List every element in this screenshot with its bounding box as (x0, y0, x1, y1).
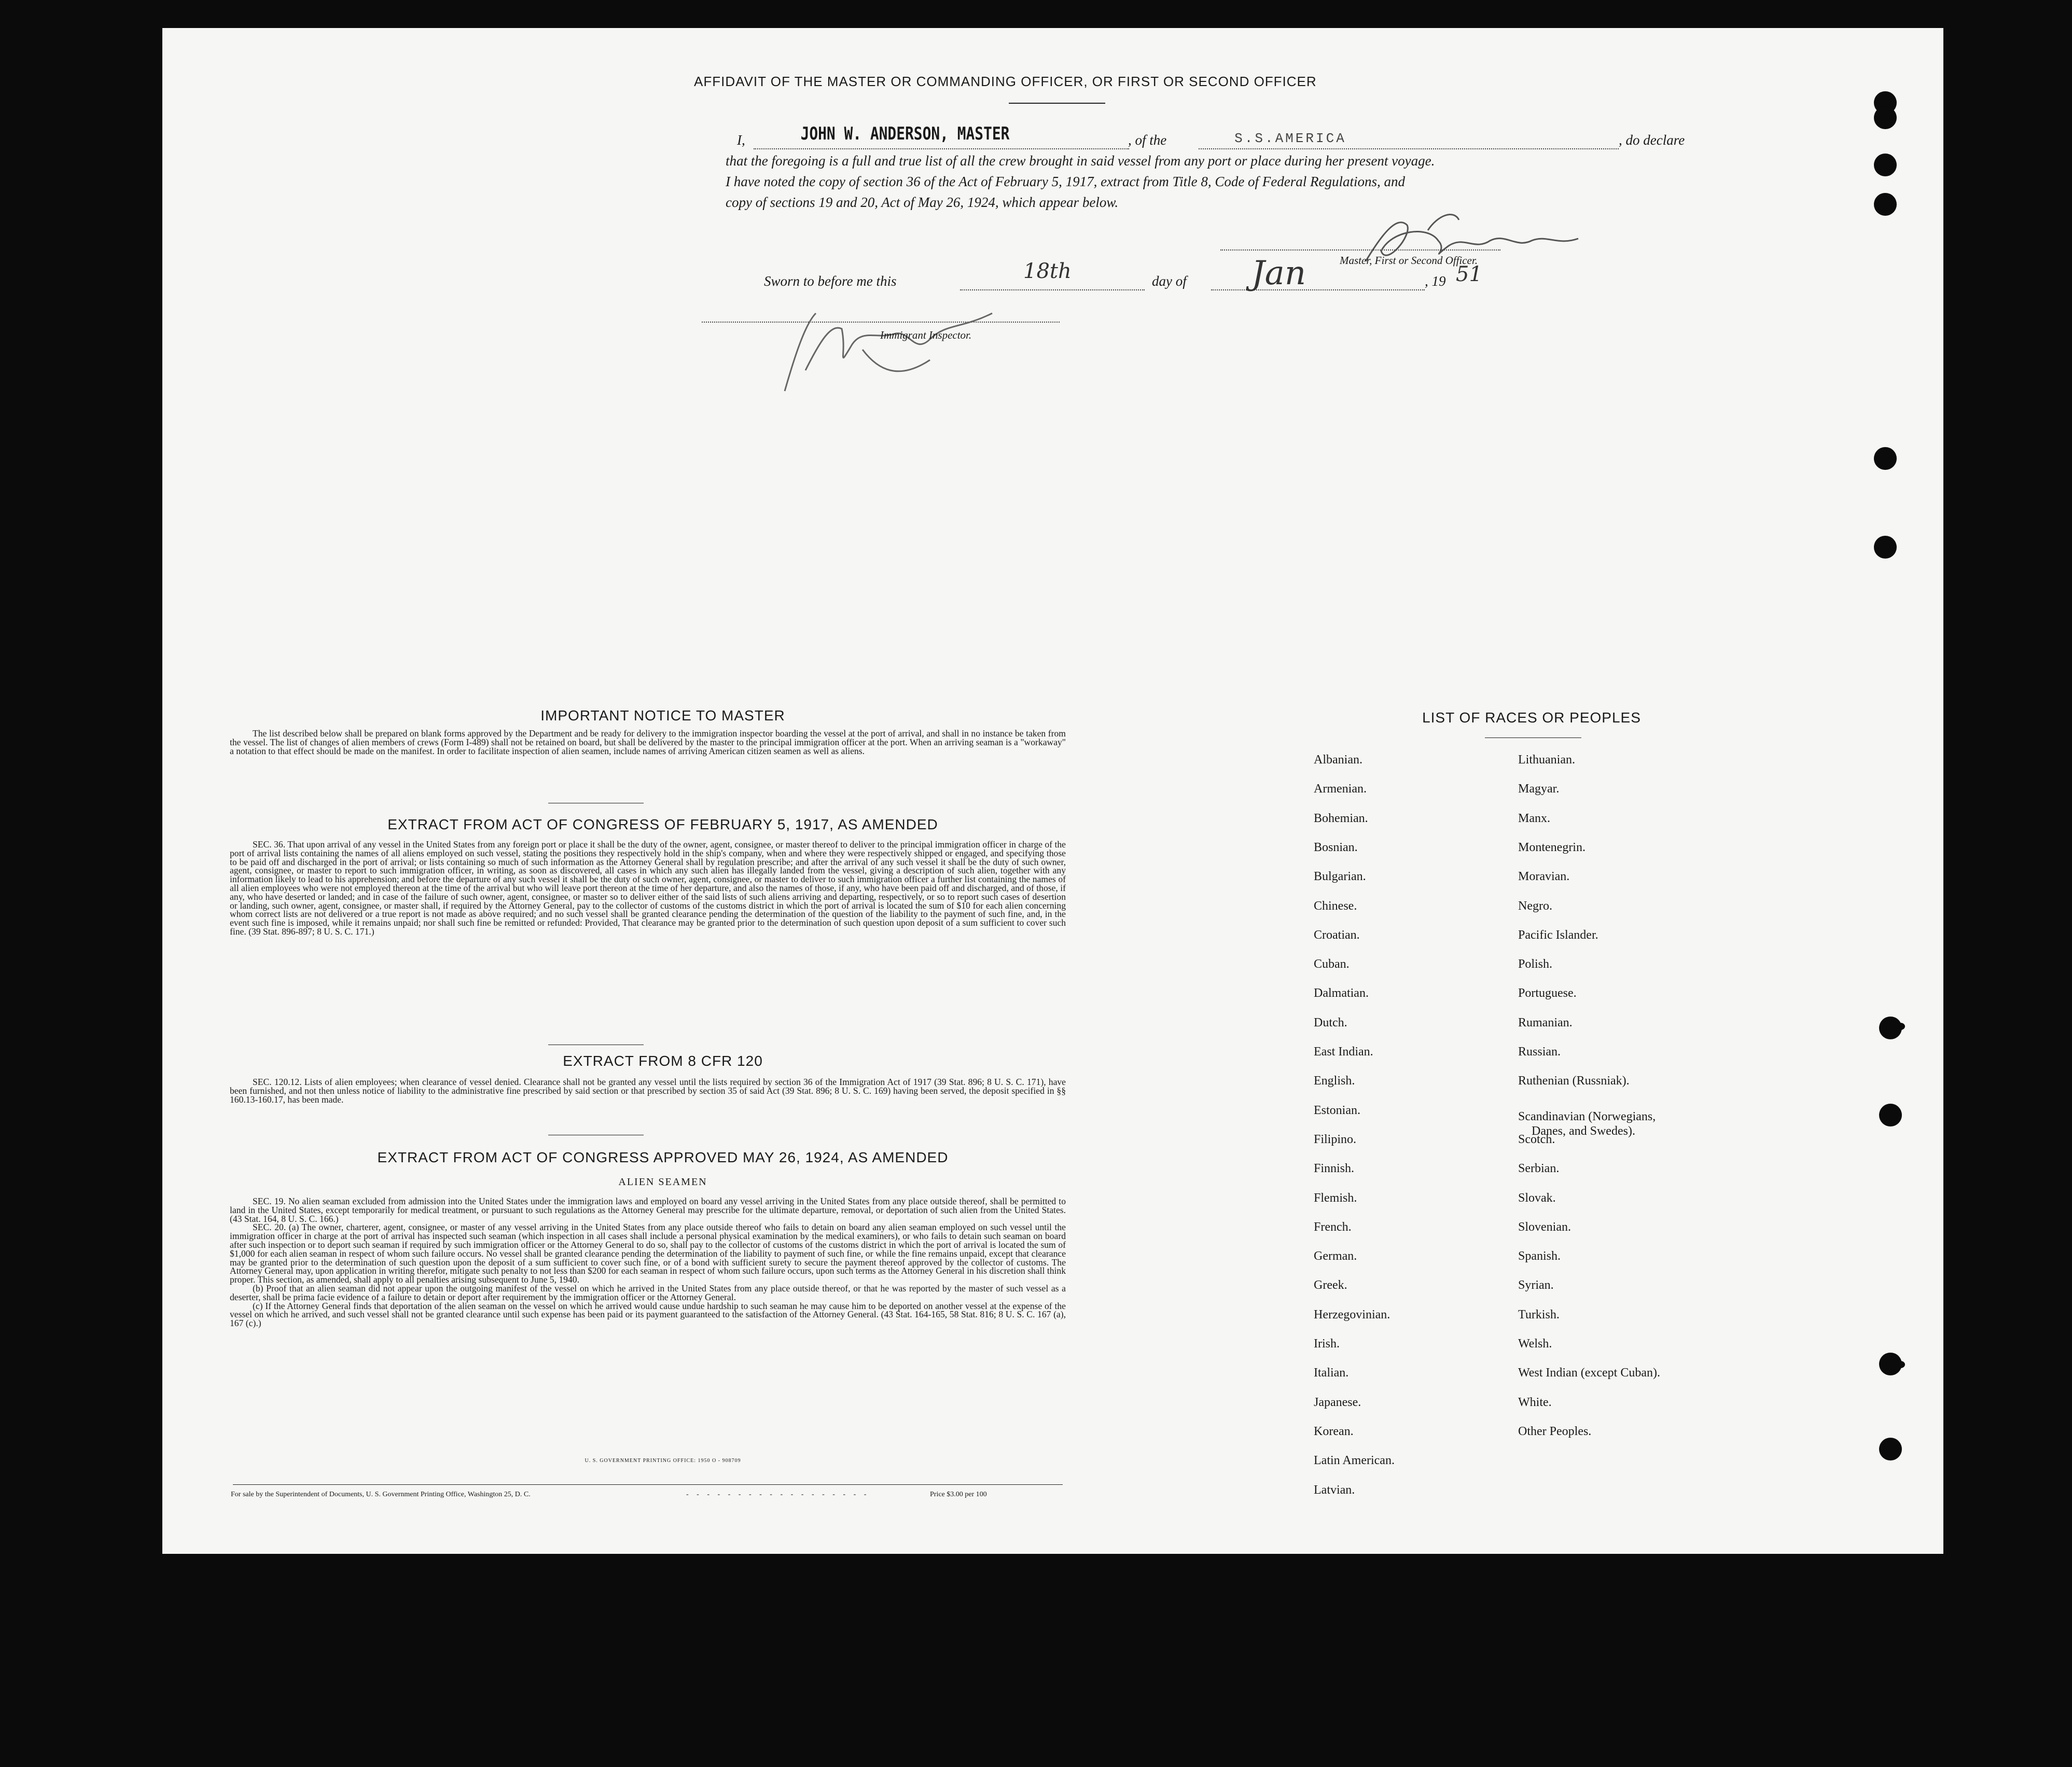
extract-8cfr-title: EXTRACT FROM 8 CFR 120 (563, 1053, 763, 1069)
race-item: Spanish. (1518, 1249, 1561, 1263)
binder-hole (1874, 154, 1897, 176)
sworn-label: Sworn to before me this (764, 273, 897, 289)
footer-dots: - - - - - - - - - - - - - - - - - - (686, 1491, 870, 1498)
title-divider (1009, 103, 1105, 104)
binder-hole (1874, 447, 1897, 470)
affidavit-line-3: I have noted the copy of section 36 of the Act of February 5, 1917, extract from Title 8, Code of Federal Regulations, and (726, 174, 1406, 189)
ink-smear (1896, 1023, 1905, 1030)
gpo-imprint: U. S. GOVERNMENT PRINTING OFFICE: 1950 O - 908709 (585, 1458, 741, 1464)
race-item: Serbian. (1518, 1162, 1560, 1176)
alien-seamen-subtitle: ALIEN SEAMEN (618, 1176, 707, 1188)
price-text: Price $3.00 per 100 (930, 1491, 987, 1498)
sec19-text: SEC. 19. No alien seaman excluded from admission into the United States under the immigration laws and employed on board any vessel arriving in the United States from any place outside thereof, shall be permitted to land in the United States, except temporarily for medical treatment, or pursuant to such regulations as the Attorney General may prescribe for the ultimate departure, removal, or deportation of such alien from the United States. (43 Stat. 164, 8 U. S. C. 166.) (230, 1196, 1066, 1224)
race-item: English. (1314, 1074, 1355, 1088)
race-item: Dalmatian. (1314, 986, 1369, 1000)
race-item: Korean. (1314, 1424, 1354, 1438)
extract-1924-title: EXTRACT FROM ACT OF CONGRESS APPROVED MAY 26, 1924, AS AMENDED (377, 1149, 949, 1165)
race-item: Welsh. (1518, 1337, 1552, 1351)
race-item: Lithuanian. (1518, 753, 1575, 767)
race-item: Japanese. (1314, 1395, 1361, 1409)
extract-1917-title: EXTRACT FROM ACT OF CONGRESS OF FEBRUARY 5, 1917, AS AMENDED (387, 816, 938, 832)
races-title: LIST OF RACES OR PEOPLES (1422, 709, 1641, 726)
race-item: East Indian. (1314, 1045, 1373, 1059)
month-line (1211, 289, 1425, 290)
race-item: Bulgarian. (1314, 870, 1366, 884)
race-item: Turkish. (1518, 1307, 1560, 1321)
race-item: Bosnian. (1314, 840, 1358, 854)
extract-8cfr-text: SEC. 120.12. Lists of alien employees; when clearance of vessel denied. Clearance shall not be granted any vessel until the lists required by section 36 of the Immigration Act of 1917 (39 Stat. 896; 8 U. S. C. 171), have been furnished, and not then unless notice of liability to the administrative fine prescribed by said section or that prescribed by section 35 of said Act (39 Stat. 896; 8 U. S. C. 169) having been served, the deposit specified in §§ 160.13-160.17, has been made. (230, 1077, 1066, 1105)
race-item: Ruthenian (Russniak). (1518, 1074, 1630, 1088)
sec20b-text: (b) Proof that an alien seaman did not appear upon the outgoing manifest of the vessel on which he arrived in the United States from any place outside thereof, or that he was reported by the master of such vessel as a deserter, shall be prima facie evidence of a failure to detain or deport after requirement by the immigration officer or the Attorney General. (230, 1283, 1066, 1302)
race-item: Rumanian. (1518, 1015, 1573, 1029)
race-item: Pacific Islander. (1518, 928, 1598, 942)
notice-text: The list described below shall be prepared on blank forms approved by the Department and be ready for delivery to the immigration inspector boarding the vessel at the port of arrival, and shall in no instance be taken from the vessel. The list of changes of alien members of crews (Form I-489) shall not be retained on board, but shall be delivered by the master to the principal immigration officer at the port. When an arriving seaman is a "workaway" a notation to that effect should be made on the manifest. In order to facilitate inspection of alien seamen, include names of arriving American citizen seamen as well as aliens. (230, 728, 1066, 756)
race-item: French. (1314, 1220, 1352, 1234)
binder-hole (1874, 106, 1897, 129)
i-word: I, (737, 132, 745, 148)
affidavit-title: AFFIDAVIT OF THE MASTER OR COMMANDING OFFICER, OR FIRST OR SECOND OFFICER (694, 74, 1317, 89)
extract-1924-text (230, 1197, 1066, 1328)
of-the-label: , of the (1128, 132, 1167, 148)
race-item: Scandinavian (Norwegians, (1518, 1109, 1656, 1123)
race-item: Negro. (1518, 899, 1552, 913)
sworn-year: 51 (1456, 262, 1482, 286)
race-item: Italian. (1314, 1366, 1349, 1380)
race-item: Cuban. (1314, 957, 1350, 971)
race-item: Greek. (1314, 1278, 1347, 1292)
inspector-signature (774, 293, 1013, 396)
vessel-name: S.S.AMERICA (1234, 131, 1346, 146)
vessel-line (1199, 148, 1619, 149)
day-line (960, 289, 1145, 290)
race-item: Dutch. (1314, 1015, 1347, 1029)
document-page (162, 28, 1943, 1554)
name-line (754, 148, 1129, 149)
race-item: Russian. (1518, 1045, 1561, 1059)
race-item: Moravian. (1518, 870, 1570, 884)
notice-title: IMPORTANT NOTICE TO MASTER (540, 707, 785, 724)
race-item: Polish. (1518, 957, 1553, 971)
race-item: Latvian. (1314, 1483, 1355, 1497)
master-name-stamp: JOHN W. ANDERSON, MASTER (800, 123, 1010, 144)
sec20a-text: SEC. 20. (a) The owner, charterer, agent, consignee, or master of any vessel arriving in the United States from any place outside thereof who fails to detain on board any alien seaman employed on such vessel until the immigration officer in charge at the port of arrival has inspected such seaman (which inspection in all cases shall include a personal physical examination by the medical examiners), or who fails to detain such seaman on board after such inspection or to deport such seaman if required by such immigration officer or the Attorney General to do so, shall pay to the collector of customs of the customs district in which the port of arrival is located the sum of $1,000 for each alien seaman in respect of whom such failure occurs. No vessel shall be granted clearance pending the determination of the liability to payment of such fine, or while the fine remains unpaid, except that clearance may be granted prior to the determination of such question upon the deposit of a sum sufficient to cover such fine, or of a bond with sufficient surety to secure the payment thereof approved by the collector of customs. The Attorney General may, upon application in writing therefor, mitigate such penalty to not less than $200 for each seaman in respect of whom such failure occurs, upon such terms as the Attorney General in his discretion shall think proper. This section, as amended, shall apply to all penalties arising subsequent to June 5, 1940. (230, 1222, 1066, 1285)
race-item: Syrian. (1518, 1278, 1554, 1292)
race-item: Estonian. (1314, 1103, 1360, 1117)
race-item: Slovenian. (1518, 1220, 1571, 1234)
race-item: Filipino. (1314, 1132, 1357, 1146)
year-prefix: , 19 (1425, 273, 1446, 289)
race-item: Albanian. (1314, 753, 1362, 767)
race-item: Scotch. (1518, 1132, 1555, 1146)
race-item: Slovak. (1518, 1191, 1556, 1205)
binder-hole (1879, 1438, 1902, 1460)
sec20c-text: (c) If the Attorney General finds that deportation of the alien seaman on the vessel on which he arrived would cause undue hardship to such seaman he may cause him to be deported on another vessel at the expense of the vessel on which he arrived, and such vessel shall not be granted clearance until such expense has been paid or its payment guaranteed to the satisfaction of the Attorney General. (43 Stat. 164-165, 58 Stat. 816; 8 U. S. C. 167 (a), 167 (c).) (230, 1300, 1066, 1329)
race-item: Chinese. (1314, 899, 1357, 913)
extract-1917-text: SEC. 36. That upon arrival of any vessel in the United States from any foreign port or place it shall be the duty of the owner, agent, consignee, or master thereof to deliver to the principal immigration officer in charge of the port of arrival lists containing the names of all aliens employed on such vessel, stating the positions they respectively hold in the ship's company, when and where they were respectively shipped or engaged, and specifying those to be paid off and discharged in the port of arrival; or lists containing so much of such information as the Attorney General shall by regulation prescribe; and after the arrival of any such vessel it shall be the duty of such owner, agent, consignee, or master to report to such immigration officer, in writing, as soon as discovered, all cases in which any such alien has illegally landed from the vessel, giving a description of such alien, together with any information likely to lead to his apprehension; and before the departure of any such vessel it shall be the duty of such owner, agent, consignee, or master to deliver to such immigration officer a further list containing the names of all alien employees who were not employed thereon at the time of the arrival but who will leave port thereon at the time of her departure, and also the names of those, if any, who have been paid off and discharged, and of those, if any, who have deserted or landed; and in case of the failure of such owner, agent, consignee, or master so to deliver either of the said lists of such aliens arriving and departing, respectively, or so to report such cases of desertion or landing, such owner, agent, consignee, or master shall, if required by the Attorney General, pay to the collector of customs of the customs district in which the port of arrival is located the sum of $10 for each alien concerning whom correct lists are not delivered or a true report is not made as above required; and no such vessel shall be granted clearance pending the determination of the question of the liability to the payment of such fine, and, in the event such fine is imposed, while it remains unpaid; nor shall such fine be remitted or refunded: Provided, That clearance may be granted prior to the determination of such question upon deposit of a sum sufficient to cover such fine. (39 Stat. 896-897; 8 U. S. C. 171.) (230, 839, 1066, 937)
race-item: Portuguese. (1518, 986, 1577, 1000)
race-item: Manx. (1518, 811, 1550, 825)
binder-hole (1874, 193, 1897, 216)
inspector-caption: Immigrant Inspector. (880, 329, 972, 341)
sworn-day: 18th (1023, 259, 1072, 283)
race-item: Latin American. (1314, 1454, 1395, 1468)
race-item: Croatian. (1314, 928, 1360, 942)
race-item: Danes, and Swedes). (1532, 1124, 1635, 1138)
race-item: White. (1518, 1395, 1552, 1409)
binder-hole (1874, 536, 1897, 559)
race-item: West Indian (except Cuban). (1518, 1366, 1660, 1380)
race-item: Herzegovinian. (1314, 1307, 1390, 1321)
race-item: Finnish. (1314, 1162, 1355, 1176)
sale-text: For sale by the Superintendent of Documents, U. S. Government Printing Office, Washington 25, D. C. (231, 1491, 531, 1498)
master-caption: Master, First or Second Officer. (1340, 254, 1478, 267)
race-item: Montenegrin. (1518, 840, 1586, 854)
race-item: Armenian. (1314, 782, 1367, 796)
affidavit-line-2: that the foregoing is a full and true list of all the crew brought in said vessel from any port or place during her present voyage. (726, 153, 1435, 169)
race-item: Irish. (1314, 1337, 1340, 1351)
race-item: Bohemian. (1314, 811, 1368, 825)
race-item: Flemish. (1314, 1191, 1357, 1205)
footer-rule (233, 1484, 1063, 1485)
race-item: German. (1314, 1249, 1357, 1263)
day-of-label: day of (1152, 273, 1187, 289)
do-declare-label: , do declare (1619, 132, 1685, 148)
sworn-month: Jan (1251, 254, 1306, 293)
ink-smear (1896, 1361, 1905, 1368)
affidavit-line-4: copy of sections 19 and 20, Act of May 26, 1924, which appear below. (726, 194, 1119, 210)
binder-hole (1879, 1104, 1902, 1126)
race-item: Magyar. (1518, 782, 1560, 796)
race-item: Other Peoples. (1518, 1424, 1592, 1438)
